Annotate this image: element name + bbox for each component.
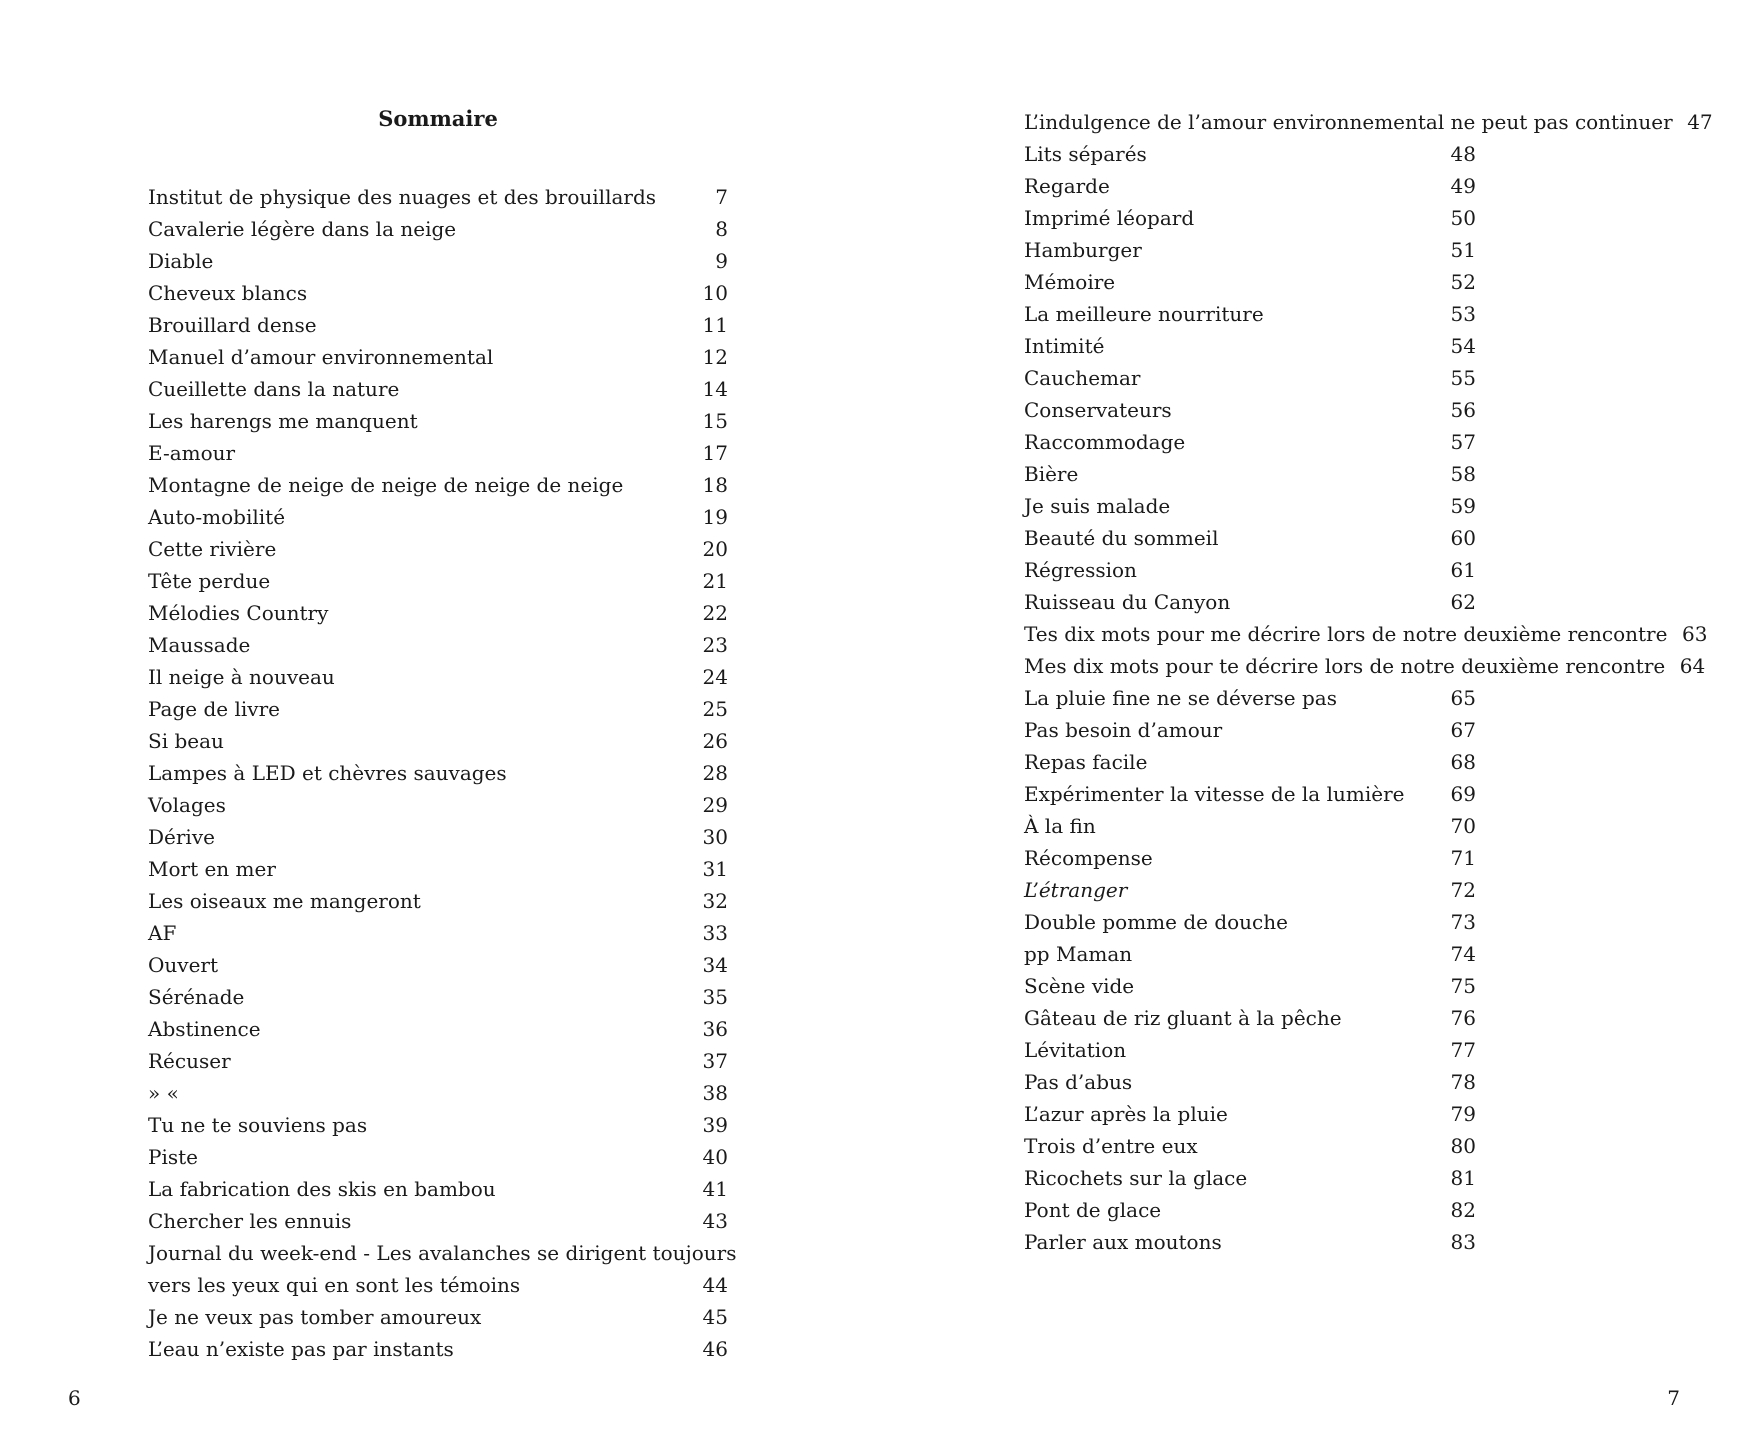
toc-entry-title: Page de livre (148, 697, 280, 721)
toc-entry (1024, 426, 1476, 458)
toc-entry-title: L’eau n’existe pas par instants (148, 1337, 454, 1361)
toc-entry-title: Expérimenter la vitesse de la lumière (1024, 782, 1405, 806)
toc-entry-page: 11 (702, 313, 728, 337)
toc-entry-page: 60 (1450, 526, 1476, 550)
toc-entry (148, 565, 728, 597)
toc-entry-title: pp Maman (1024, 942, 1133, 966)
toc-entry-title: Montagne de neige de neige de neige de neige (148, 473, 624, 497)
toc-entry-title: Ruisseau du Canyon (1024, 590, 1231, 614)
toc-entry-title: Scène vide (1024, 974, 1135, 998)
toc-entry-page: 24 (702, 665, 728, 689)
toc-entry-title: Trois d’entre eux (1024, 1134, 1198, 1158)
toc-entry-page: 19 (702, 505, 728, 529)
toc-entry-page: 78 (1450, 1070, 1476, 1094)
toc-entry-page: 80 (1450, 1134, 1476, 1158)
toc-entry (148, 277, 728, 309)
toc-entry-title: La pluie fine ne se déverse pas (1024, 686, 1337, 710)
toc-entry (1024, 298, 1476, 330)
toc-entry-page: 81 (1450, 1166, 1476, 1190)
toc-entry-page: 79 (1450, 1102, 1476, 1126)
toc-entry-title: Tête perdue (148, 569, 271, 593)
toc-entry-title: Abstinence (148, 1017, 261, 1041)
toc-entry-page: 57 (1450, 430, 1476, 454)
toc-entry (148, 501, 728, 533)
toc-entry (148, 949, 728, 981)
toc-entry (1024, 458, 1476, 490)
toc-entry-page: 73 (1450, 910, 1476, 934)
toc-entry-page: 38 (702, 1081, 728, 1105)
toc-entry-page: 31 (702, 857, 728, 881)
toc-entry-title: Double pomme de douche (1024, 910, 1288, 934)
toc-entry-page: 35 (702, 985, 728, 1009)
toc-entry (1024, 490, 1476, 522)
toc-entry-page: 12 (702, 345, 728, 369)
toc-entry-page: 74 (1450, 942, 1476, 966)
toc-entry-title: Regarde (1024, 174, 1110, 198)
toc-entry-page: 34 (702, 953, 728, 977)
page-number-right: 7 (1667, 1386, 1680, 1410)
toc-entry (148, 1013, 728, 1045)
toc-entry (148, 1045, 728, 1077)
toc-entry-page: 48 (1450, 142, 1476, 166)
toc-entry-title: Ricochets sur la glace (1024, 1166, 1248, 1190)
toc-entry (148, 1141, 728, 1173)
toc-entry-page: 55 (1450, 366, 1476, 390)
toc-entry-title: Ouvert (148, 953, 219, 977)
toc-entry (1024, 842, 1476, 874)
toc-entry (1024, 906, 1476, 938)
toc-entry (148, 1301, 728, 1333)
right-page (874, 0, 1748, 1447)
toc-entry (148, 981, 728, 1013)
toc-entry (1024, 1130, 1476, 1162)
toc-entry-page: 14 (702, 377, 728, 401)
toc-entry-title: Diable (148, 249, 214, 273)
toc-entry (148, 213, 728, 245)
toc-entry (1024, 746, 1476, 778)
toc-entry-page: 46 (702, 1337, 728, 1361)
toc-entry-title: La meilleure nourriture (1024, 302, 1264, 326)
toc-entry (148, 917, 728, 949)
toc-entry (1024, 810, 1476, 842)
toc-entry (148, 629, 728, 661)
toc-entry (1024, 938, 1476, 970)
toc-entry-title: Bière (1024, 462, 1079, 486)
toc-entry-title: Journal du week-end - Les avalanches se dirigent toujours (148, 1241, 737, 1265)
toc-entry-title: Brouillard dense (148, 313, 317, 337)
toc-entry (1024, 1194, 1476, 1226)
toc-entry-page: 50 (1450, 206, 1476, 230)
toc-entry-page: 30 (702, 825, 728, 849)
toc-entry-title: Mélodies Country (148, 601, 329, 625)
toc-entry-title: Cavalerie légère dans la neige (148, 217, 457, 241)
toc-entry (148, 373, 728, 405)
toc-entry-title: » « (148, 1081, 179, 1105)
toc-entry (148, 437, 728, 469)
toc-entry-title: Il neige à nouveau (148, 665, 335, 689)
toc-entry-title: La fabrication des skis en bambou (148, 1177, 496, 1201)
toc-entry (148, 853, 728, 885)
toc-entry-title: Tes dix mots pour me décrire lors de notre deuxième rencontre (1024, 622, 1668, 646)
toc-entry (1024, 586, 1476, 618)
toc-entry (148, 725, 728, 757)
toc-entry-page: 65 (1450, 686, 1476, 710)
toc-entry-page: 72 (1450, 878, 1476, 902)
toc-entry-title: Raccommodage (1024, 430, 1186, 454)
toc-entry-title: Mes dix mots pour te décrire lors de notre deuxième rencontre (1024, 654, 1666, 678)
toc-entry (1024, 1066, 1476, 1098)
toc-entry (148, 693, 728, 725)
toc-entry-page: 71 (1450, 846, 1476, 870)
toc-entry (148, 885, 728, 917)
toc-entry-title: Intimité (1024, 334, 1105, 358)
toc-entry (1024, 1098, 1476, 1130)
toc-entry-page: 26 (702, 729, 728, 753)
toc-entry-page: 7 (715, 185, 728, 209)
toc-entry-title: Mémoire (1024, 270, 1116, 294)
toc-entry-page: 83 (1450, 1230, 1476, 1254)
toc-entry (1024, 970, 1476, 1002)
toc-entry-page: 59 (1450, 494, 1476, 518)
toc-entry-title: Récompense (1024, 846, 1153, 870)
toc-entry (148, 1269, 728, 1301)
toc-entry-page: 56 (1450, 398, 1476, 422)
toc-entry (1024, 394, 1476, 426)
toc-entry-page: 39 (702, 1113, 728, 1137)
toc-entry-title: À la fin (1024, 814, 1096, 838)
toc-entry-page: 62 (1450, 590, 1476, 614)
toc-entry-title: Auto-mobilité (148, 505, 286, 529)
toc-entry (148, 1173, 728, 1205)
toc-entry-page: 47 (1687, 110, 1713, 134)
toc-entry-title: Parler aux moutons (1024, 1230, 1222, 1254)
toc-entry-title: Lits séparés (1024, 142, 1147, 166)
toc-entry-page: 53 (1450, 302, 1476, 326)
toc-entry (1024, 522, 1476, 554)
toc-entry (148, 341, 728, 373)
toc-entry-page: 15 (702, 409, 728, 433)
toc-entry (148, 789, 728, 821)
toc-entry-page: 41 (702, 1177, 728, 1201)
page-number-left: 6 (68, 1386, 81, 1410)
toc-entry-page: 68 (1450, 750, 1476, 774)
toc-entry-page: 32 (702, 889, 728, 913)
toc-entry-page: 33 (702, 921, 728, 945)
toc-entry-title: AF (148, 921, 177, 945)
toc-entry-title: Institut de physique des nuages et des brouillards (148, 185, 657, 209)
toc-entry-page: 8 (715, 217, 728, 241)
toc-entry-page: 45 (702, 1305, 728, 1329)
toc-entry (1024, 714, 1476, 746)
toc-entry (148, 1077, 728, 1109)
toc-entry-title: Pont de glace (1024, 1198, 1162, 1222)
toc-entry-title: Lampes à LED et chèvres sauvages (148, 761, 507, 785)
toc-entry-title: Chercher les ennuis (148, 1209, 352, 1233)
toc-entry (1024, 106, 1713, 138)
toc-entry (148, 821, 728, 853)
toc-entry-page: 43 (702, 1209, 728, 1233)
toc-entry-page: 77 (1450, 1038, 1476, 1062)
toc-entry-page: 23 (702, 633, 728, 657)
toc-entry (148, 597, 728, 629)
toc-entry-page: 67 (1450, 718, 1476, 742)
toc-entry (148, 309, 728, 341)
toc-entry (148, 405, 728, 437)
toc-entry (148, 1237, 737, 1269)
toc-entry (1024, 202, 1476, 234)
toc-entry (148, 245, 728, 277)
toc-entry-title: E-amour (148, 441, 236, 465)
toc-entry (1024, 1002, 1476, 1034)
toc-entry-title: Pas besoin d’amour (1024, 718, 1223, 742)
toc-entry-page: 37 (702, 1049, 728, 1073)
toc-entry (1024, 362, 1476, 394)
toc-entry (148, 469, 728, 501)
toc-entry-title: Manuel d’amour environnemental (148, 345, 494, 369)
toc-entry-page: 75 (1450, 974, 1476, 998)
toc-entry-page: 52 (1450, 270, 1476, 294)
toc-entry-title: Cueillette dans la nature (148, 377, 400, 401)
toc-entry-page: 82 (1450, 1198, 1476, 1222)
toc-entry-page: 61 (1450, 558, 1476, 582)
toc-entry-title: Je suis malade (1024, 494, 1171, 518)
toc-entry-page: 36 (702, 1017, 728, 1041)
toc-entry-page: 54 (1450, 334, 1476, 358)
toc-entry-title: Mort en mer (148, 857, 276, 881)
toc-entry-title: vers les yeux qui en sont les témoins (148, 1273, 521, 1297)
toc-entry-title: Repas facile (1024, 750, 1148, 774)
toc-entry-page: 70 (1450, 814, 1476, 838)
toc-entry (1024, 138, 1476, 170)
toc-title: Sommaire (378, 106, 498, 131)
toc-entry-title: Cauchemar (1024, 366, 1141, 390)
toc-entry-page: 28 (702, 761, 728, 785)
toc-entry-title: Lévitation (1024, 1038, 1127, 1062)
toc-entry (1024, 1034, 1476, 1066)
toc-entry-page: 20 (702, 537, 728, 561)
toc-entry (1024, 650, 1706, 682)
toc-entry-title: Sérénade (148, 985, 245, 1009)
toc-entry-title: Dérive (148, 825, 215, 849)
toc-entry (1024, 682, 1476, 714)
toc-entry-title: Gâteau de riz gluant à la pêche (1024, 1006, 1342, 1030)
toc-entry-page: 21 (702, 569, 728, 593)
toc-entry (148, 1109, 728, 1141)
toc-entry-page: 40 (702, 1145, 728, 1169)
toc-entry (1024, 554, 1476, 586)
toc-entry (148, 533, 728, 565)
toc-entry-page: 51 (1450, 238, 1476, 262)
toc-entry (148, 1205, 728, 1237)
toc-list-right (1024, 106, 1713, 1258)
toc-entry-title: Les harengs me manquent (148, 409, 418, 433)
toc-entry-title: Hamburger (1024, 238, 1142, 262)
toc-entry-page: 69 (1450, 782, 1476, 806)
toc-entry (1024, 778, 1476, 810)
toc-entry-page: 44 (702, 1273, 728, 1297)
toc-entry-title: Volages (148, 793, 226, 817)
toc-entry-page: 22 (702, 601, 728, 625)
toc-entry (1024, 266, 1476, 298)
toc-entry-page: 63 (1682, 622, 1708, 646)
toc-entry-page: 25 (702, 697, 728, 721)
toc-entry-title: Pas d’abus (1024, 1070, 1133, 1094)
toc-entry (148, 661, 728, 693)
toc-entry (1024, 874, 1476, 906)
toc-list-left (148, 181, 737, 1365)
toc-entry-title: Piste (148, 1145, 198, 1169)
toc-entry-page: 18 (702, 473, 728, 497)
toc-entry (148, 181, 728, 213)
toc-entry-page: 10 (702, 281, 728, 305)
toc-entry-page: 9 (715, 249, 728, 273)
toc-entry (148, 1333, 728, 1365)
toc-entry-page: 29 (702, 793, 728, 817)
toc-entry-title: Conservateurs (1024, 398, 1172, 422)
toc-entry (148, 757, 728, 789)
toc-entry (1024, 330, 1476, 362)
toc-entry (1024, 618, 1708, 650)
toc-entry-title: Récuser (148, 1049, 231, 1073)
toc-entry-page: 17 (702, 441, 728, 465)
toc-entry-title: Je ne veux pas tomber amoureux (148, 1305, 482, 1329)
toc-entry (1024, 234, 1476, 266)
toc-entry-title: Maussade (148, 633, 251, 657)
toc-entry-title: L’indulgence de l’amour environnemental ne peut pas continuer (1024, 110, 1673, 134)
toc-entry-title: Si beau (148, 729, 224, 753)
toc-entry-title: Cette rivière (148, 537, 277, 561)
toc-entry-title: Tu ne te souviens pas (148, 1113, 368, 1137)
toc-entry-title: L’azur après la pluie (1024, 1102, 1228, 1126)
toc-entry (1024, 1162, 1476, 1194)
toc-entry-page: 64 (1679, 654, 1706, 678)
toc-entry-page: 76 (1450, 1006, 1476, 1030)
toc-entry-title: Cheveux blancs (148, 281, 308, 305)
toc-entry-page: 49 (1450, 174, 1476, 198)
toc-entry-title: Imprimé léopard (1024, 206, 1195, 230)
toc-entry-title: Les oiseaux me mangeront (148, 889, 421, 913)
toc-entry (1024, 1226, 1476, 1258)
toc-entry-title: L’étranger (1024, 878, 1128, 902)
toc-entry-page: 58 (1450, 462, 1476, 486)
toc-entry-title: Beauté du sommeil (1024, 526, 1219, 550)
toc-entry-title: Régression (1024, 558, 1137, 582)
toc-entry (1024, 170, 1476, 202)
